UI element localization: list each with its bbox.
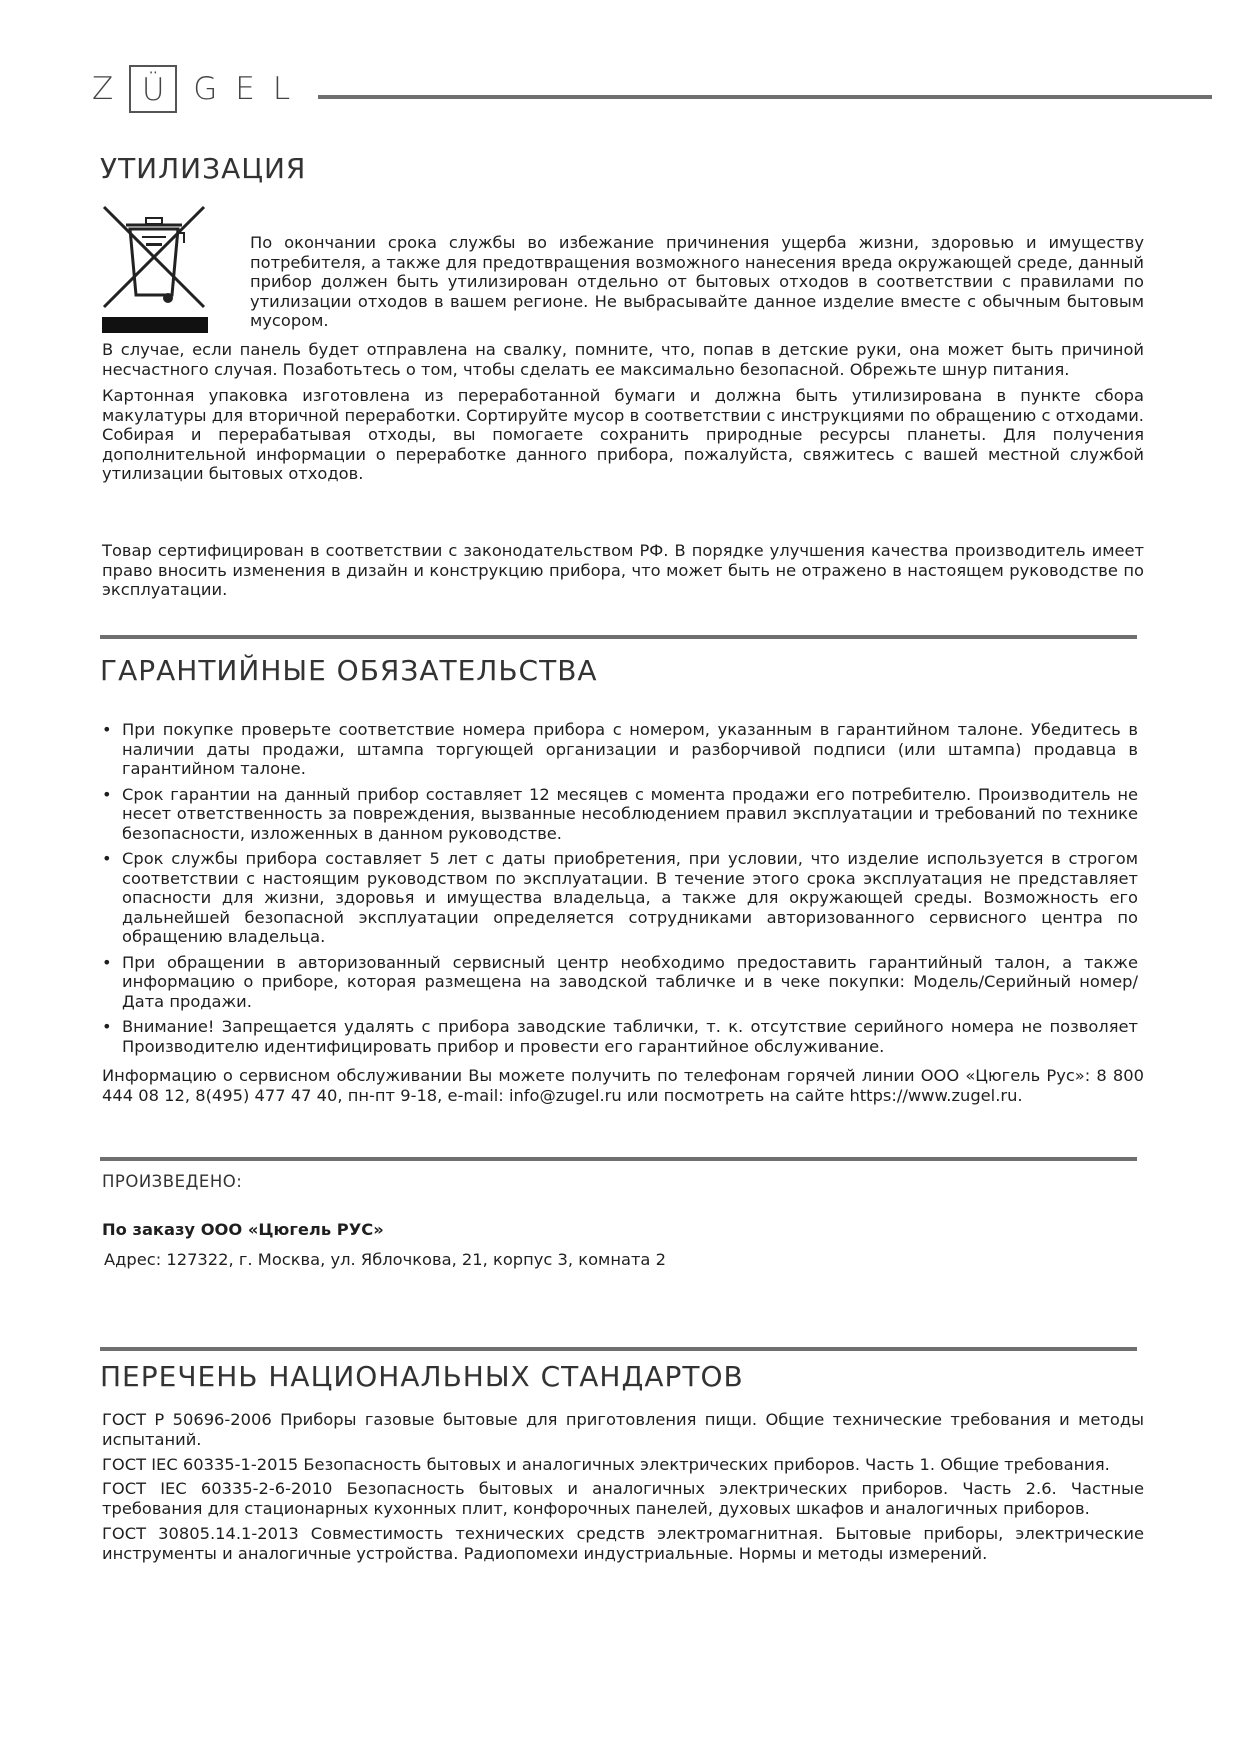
certification-paragraph: Товар сертифицирован в соответствии с законодательством РФ. В порядке улучшения качества производитель имеет право вносить изменения в дизайн и конструкцию прибора, что может быть не отражено в настоящем руководстве по эксплуатации.	[102, 541, 1144, 599]
packaging-paragraph: Картонная упаковка изготовлена из переработанной бумаги и должна быть утилизирована в пункте сбора макулатуры для вторичной переработки. Сортируйте мусор в соответствии с инструкциями по обращению с отходами. Собирая и перерабатывая отходы, вы помогаете сохранить природные ресурсы планеты. Для получения дополнительной информации о переработке данного прибора, пожалуйста, свяжитесь с вашей местной службой утилизации бытовых отходов.	[102, 386, 1144, 483]
manufacturer-address: Адрес: 127322, г. Москва, ул. Яблочкова, 21, корпус 3, комната 2	[104, 1250, 666, 1269]
logo-letter-boxed: Ü	[129, 65, 177, 113]
standard-item: ГОСТ Р 50696-2006 Приборы газовые бытовые для приготовления пищи. Общие технические требования и методы испытаний.	[102, 1410, 1144, 1449]
disposal-paragraph: В случае, если панель будет отправлена на свалку, помните, что, попав в детские руки, она может быть причиной несчастного случая. Позаботьтесь о том, чтобы сделать ее максимально безопасной. Обрежьте шнур питания.	[102, 340, 1144, 379]
disposal-intro: По окончании срока службы во избежание причинения ущерба жизни, здоровью и имуществу потребителя, а также для предотвращения возможного нанесения вреда окружающей среде, данный прибор должен быть утилизирован отдельно от бытовых отходов в соответствии с правилами по утилизации отходов в вашем регионе. Не выбрасывайте данное изделие вместе с обычным бытовым мусором.	[250, 233, 1144, 330]
standard-item: ГОСТ IEC 60335-1-2015 Безопасность бытовых и аналогичных электрических приборов. Часть 1. Общие требования.	[102, 1455, 1110, 1474]
list-item: • При обращении в авторизованный сервисный центр необходимо предоставить гарантийный талон, а также информацию о приборе, которая размещена на заводской табличке и в чеке покупки: Модель/Серийный номер/ Дата продажи.	[102, 953, 1138, 1012]
list-item: • При покупке проверьте соответствие номера прибора с номером, указанным в гарантийном талоне. Убедитесь в наличии даты продажи, штампа торгующей организации и разборчивой подписи (или штампа) продавца в гарантийном талоне.	[102, 720, 1138, 779]
manufacturer-label: ПРОИЗВЕДЕНО:	[102, 1172, 243, 1191]
disposal-title: УТИЛИЗАЦИЯ	[100, 152, 307, 185]
crossed-out-wheelie-bin-icon	[100, 203, 212, 335]
logo-letter: L	[272, 71, 291, 107]
logo-letter: Z	[92, 71, 114, 107]
logo-letter: E	[235, 71, 255, 107]
list-item: • Внимание! Запрещается удалять с прибора заводские таблички, т. к. отсутствие серийного номера не позволяет Производителю идентифицировать прибор и провести его гарантийное обслуживание.	[102, 1017, 1138, 1056]
section-divider	[100, 1347, 1137, 1351]
ordered-by: По заказу ООО «Цюгель РУС»	[102, 1220, 384, 1239]
section-divider	[100, 1157, 1137, 1161]
standard-item: ГОСТ 30805.14.1-2013 Совместимость технических средств электромагнитная. Бытовые приборы, электрические инструменты и аналогичные устройства. Радиопомехи индустриальные. Нормы и методы измерений.	[102, 1524, 1144, 1563]
standards-title: ПЕРЕЧЕНЬ НАЦИОНАЛЬНЫХ СТАНДАРТОВ	[100, 1360, 744, 1393]
service-info: Информацию о сервисном обслуживании Вы можете получить по телефонам горячей линии ООО «Цюгель Рус»: 8 800 444 08 12, 8(495) 477 47 40, пн-пт 9-18, e-mail: info@zugel.ru или посмотреть на сайте https://www.zugel.ru.	[102, 1066, 1144, 1105]
list-item: • Срок гарантии на данный прибор составляет 12 месяцев с момента продажи его потребителю. Производитель не несет ответственность за повреждения, вызванные несоблюдением правил эксплуатации и требований по технике безопасности, изложенных в данном руководстве.	[102, 785, 1138, 844]
logo-letter: G	[193, 71, 218, 107]
section-divider	[100, 635, 1137, 639]
standard-item: ГОСТ IEC 60335-2-6-2010 Безопасность бытовых и аналогичных электрических приборов. Часть 2.6. Частные требования для стационарных кухонных плит, конфорочных панелей, духовых шкафов и аналогичных приборов.	[102, 1479, 1144, 1518]
brand-logo	[92, 64, 290, 114]
warranty-list	[102, 720, 1138, 1062]
warranty-title: ГАРАНТИЙНЫЕ ОБЯЗАТЕЛЬСТВА	[100, 654, 598, 687]
list-item: • Срок службы прибора составляет 5 лет с даты приобретения, при условии, что изделие используется в строгом соответствии с настоящим руководством по эксплуатации. В течение этого срока эксплуатация не представляет опасности для жизни, здоровья и имущества владельца, а также для окружающей среды. Возможность его дальнейшей безопасной эксплуатации определяется сотрудниками авторизованного сервисного центра по обращению владельца.	[102, 849, 1138, 947]
header-divider	[318, 95, 1212, 99]
